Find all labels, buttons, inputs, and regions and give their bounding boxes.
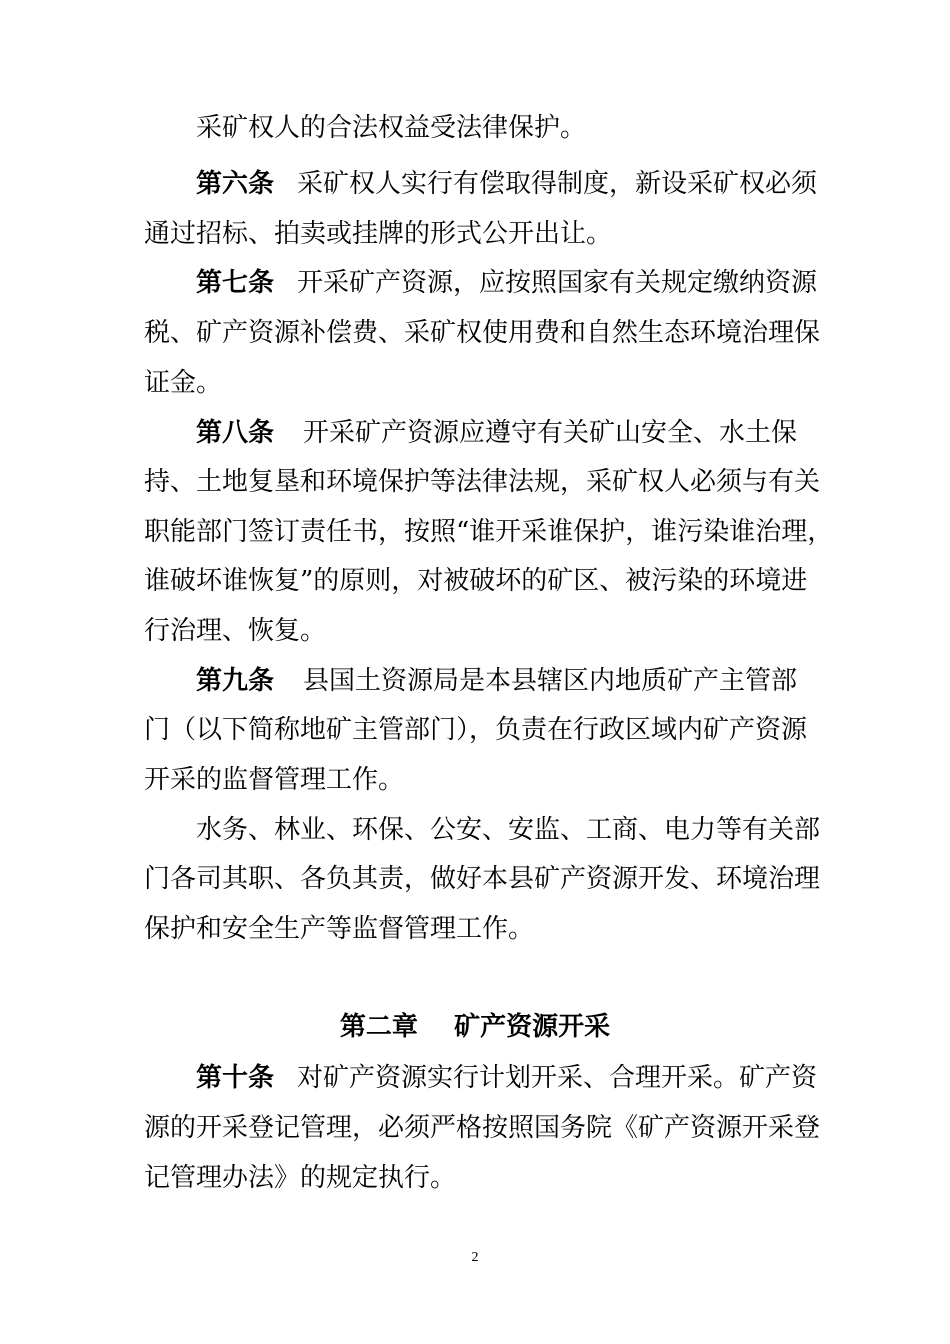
line-text: 记管理办法》的规定执行。 bbox=[144, 1163, 457, 1193]
line-text: 开采的监督管理工作。 bbox=[144, 765, 405, 795]
article-10-line bbox=[0, 1058, 950, 1098]
line-text: 谁破坏谁恢复”的原则，对被破坏的矿区、被污染的环境进 bbox=[144, 566, 808, 596]
article-label: 第七条 bbox=[196, 268, 275, 298]
line-text: 持、土地复垦和环境保护等法律法规，采矿权人必须与有关 bbox=[144, 467, 821, 497]
line-text: 税、矿产资源补偿费、采矿权使用费和自然生态环境治理保 bbox=[144, 318, 821, 348]
line-text: 采矿权人实行有偿取得制度，新设采矿权必须 bbox=[297, 169, 818, 199]
line-text: 行治理、恢复。 bbox=[144, 616, 327, 646]
text-line bbox=[0, 512, 950, 552]
article-7-line bbox=[0, 263, 950, 303]
line-text: 保护和安全生产等监督管理工作。 bbox=[144, 914, 535, 944]
chapter-heading: 第二章 矿产资源开采 bbox=[339, 1012, 611, 1042]
text-line bbox=[0, 108, 950, 148]
text-line bbox=[0, 313, 950, 353]
line-text: 水务、林业、环保、公安、安监、工商、电力等有关部 bbox=[196, 815, 821, 845]
line-text: 门（以下简称地矿主管部门），负责在行政区域内矿产资源 bbox=[144, 715, 808, 745]
line-text: 源的开采登记管理，必须严格按照国务院《矿产资源开采登 bbox=[144, 1113, 821, 1143]
text-line bbox=[0, 1108, 950, 1148]
line-text: 证金。 bbox=[144, 368, 223, 398]
line-text: 对矿产资源实行计划开采、合理开采。矿产资 bbox=[297, 1063, 818, 1093]
line-text: 开采矿产资源，应按照国家有关规定缴纳资源 bbox=[297, 268, 818, 298]
line-text: 职能部门签订责任书，按照“谁开采谁保护，谁污染谁治理， bbox=[144, 517, 834, 547]
line-text: 通过招标、拍卖或挂牌的形式公开出让。 bbox=[144, 219, 613, 249]
article-label: 第六条 bbox=[196, 169, 275, 199]
page-number: 2 bbox=[471, 1250, 479, 1265]
article-6-line bbox=[0, 164, 950, 204]
text-line bbox=[0, 363, 950, 403]
article-8-line bbox=[0, 413, 950, 453]
text-line bbox=[0, 859, 950, 899]
line-text: 县国土资源局是本县辖区内地质矿产主管部 bbox=[303, 666, 798, 696]
line-text: 采矿权人的合法权益受法律保护。 bbox=[196, 113, 587, 143]
text-line bbox=[0, 760, 950, 800]
line-text: 开采矿产资源应遵守有关矿山安全、水土保 bbox=[303, 418, 798, 448]
text-line bbox=[0, 909, 950, 949]
line-text: 门各司其职、各负其责，做好本县矿产资源开发、环境治理 bbox=[144, 864, 821, 894]
article-label: 第九条 bbox=[196, 666, 275, 696]
article-label: 第十条 bbox=[196, 1063, 275, 1093]
text-line bbox=[0, 810, 950, 850]
article-9-line bbox=[0, 661, 950, 701]
text-line bbox=[0, 1158, 950, 1198]
text-line bbox=[0, 710, 950, 750]
text-line bbox=[0, 462, 950, 502]
text-line bbox=[0, 561, 950, 601]
article-label: 第八条 bbox=[196, 418, 275, 448]
text-line bbox=[0, 214, 950, 254]
text-line bbox=[0, 611, 950, 651]
